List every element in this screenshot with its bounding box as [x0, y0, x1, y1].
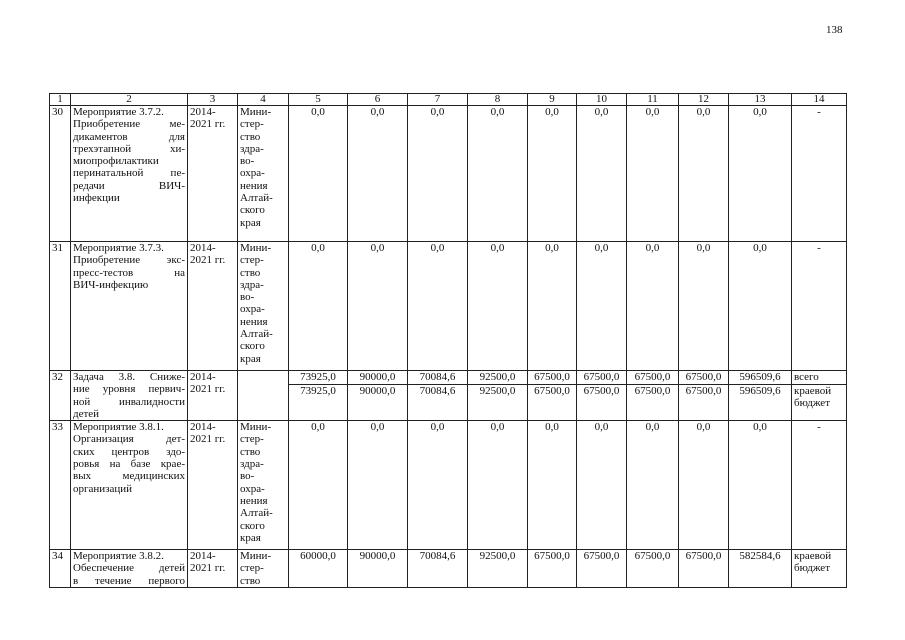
value-cell: 67500,0	[577, 550, 627, 588]
funding-source	[792, 550, 847, 588]
value-cell: 67500,0	[627, 371, 679, 385]
value-cell: 0,0	[577, 421, 627, 550]
text-line: 2021 гг.	[190, 433, 226, 446]
value-cell: 0,0	[577, 242, 627, 371]
text-line: стер-	[240, 254, 264, 267]
value-cell: 67500,0	[577, 384, 627, 421]
executor	[238, 106, 289, 242]
header-row	[50, 94, 847, 106]
column-header: 11	[627, 94, 679, 106]
value-cell: 70084,6	[408, 384, 468, 421]
text-line: Мини-	[240, 242, 272, 254]
text-line: детей	[73, 407, 100, 420]
text-line: 2014-	[190, 421, 216, 434]
table-row	[50, 106, 847, 242]
text-line: пресс-тестов на	[73, 266, 185, 279]
value-cell: 67500,0	[627, 550, 679, 588]
activity-name	[71, 371, 188, 421]
text-line: ство	[240, 574, 261, 587]
row-number: 33	[50, 421, 71, 550]
funding-source: -	[792, 106, 847, 242]
value-cell: 0,0	[289, 242, 348, 371]
value-cell: 0,0	[729, 242, 792, 371]
value-cell: 0,0	[348, 421, 408, 550]
text-line: края	[240, 352, 261, 365]
text-line: охра-	[240, 167, 265, 180]
text-line: Обеспечение детей	[73, 562, 185, 575]
text-line: дикаментов для	[73, 130, 185, 143]
text-line: краевой	[794, 550, 832, 563]
text-line: ского	[240, 204, 265, 217]
value-cell: 0,0	[627, 106, 679, 242]
row-number: 31	[50, 242, 71, 371]
text-line: 2021 гг.	[190, 118, 226, 131]
row-number: 34	[50, 550, 71, 588]
row-number: 32	[50, 371, 71, 421]
text-line: Мини-	[240, 550, 272, 563]
funding-source: -	[792, 242, 847, 371]
column-header: 8	[468, 94, 528, 106]
funding-source	[792, 371, 847, 385]
executor	[238, 550, 289, 588]
funding-source: -	[792, 421, 847, 550]
activity-name	[71, 106, 188, 242]
table-row	[50, 371, 847, 385]
value-cell: 92500,0	[468, 550, 528, 588]
value-cell: 0,0	[528, 242, 577, 371]
activity-name	[71, 550, 188, 588]
value-cell: 0,0	[408, 421, 468, 550]
text-line: организаций	[73, 482, 133, 495]
period	[188, 550, 238, 588]
column-header: 5	[289, 94, 348, 106]
value-cell: 67500,0	[528, 384, 577, 421]
text-line: во-	[240, 470, 255, 483]
period	[188, 371, 238, 421]
period	[188, 242, 238, 371]
text-line: ство	[240, 130, 261, 143]
text-line: трехэтапной хи-	[73, 142, 185, 155]
value-cell: 60000,0	[289, 550, 348, 588]
value-cell: 0,0	[729, 421, 792, 550]
text-line: всего	[794, 371, 819, 383]
value-cell: 0,0	[627, 242, 679, 371]
value-cell: 92500,0	[468, 384, 528, 421]
value-cell: 90000,0	[348, 550, 408, 588]
text-line: 2021 гг.	[190, 254, 226, 267]
text-line: ского	[240, 519, 265, 532]
value-cell: 67500,0	[679, 550, 729, 588]
value-cell: 0,0	[348, 242, 408, 371]
column-header: 9	[528, 94, 577, 106]
activity-name	[71, 242, 188, 371]
text-line: ровья на базе крае-	[73, 458, 185, 471]
text-line: нения	[240, 494, 268, 507]
text-line: стер-	[240, 562, 264, 575]
text-line: Мини-	[240, 421, 272, 434]
text-line: 2014-	[190, 550, 216, 563]
value-cell: 67500,0	[679, 384, 729, 421]
funding-source	[792, 384, 847, 421]
text-line: Мероприятие 3.7.2.	[73, 106, 164, 118]
text-line: бюджет	[794, 396, 830, 409]
text-line: здра-	[240, 278, 264, 291]
value-cell: 73925,0	[289, 384, 348, 421]
value-cell: 67500,0	[577, 371, 627, 385]
text-line: в течение первого	[73, 574, 185, 587]
value-cell: 596509,6	[729, 371, 792, 385]
text-line: бюджет	[794, 562, 830, 575]
column-header: 1	[50, 94, 71, 106]
value-cell: 582584,6	[729, 550, 792, 588]
text-line: 2021 гг.	[190, 562, 226, 575]
value-cell: 0,0	[468, 421, 528, 550]
text-line: края	[240, 531, 261, 544]
text-line: нения	[240, 315, 268, 328]
text-line: ских центров здо-	[73, 445, 185, 458]
value-cell: 0,0	[729, 106, 792, 242]
text-line: стер-	[240, 118, 264, 131]
column-header: 3	[188, 94, 238, 106]
value-cell: 70084,6	[408, 550, 468, 588]
text-line: нения	[240, 179, 268, 192]
text-line: охра-	[240, 303, 265, 316]
budget-table	[49, 93, 847, 588]
text-line: 2014-	[190, 106, 216, 118]
text-line: Организация дет-	[73, 433, 185, 446]
column-header: 7	[408, 94, 468, 106]
column-header: 6	[348, 94, 408, 106]
text-line: края	[240, 216, 261, 229]
value-cell: 0,0	[679, 242, 729, 371]
period	[188, 106, 238, 242]
row-number: 30	[50, 106, 71, 242]
text-line: Алтай-	[240, 507, 273, 520]
table-row	[50, 550, 847, 588]
text-line: ского	[240, 340, 265, 353]
text-line: 2021 гг.	[190, 383, 226, 396]
text-line: ние уровня первич-	[73, 383, 185, 396]
text-line: 2014-	[190, 371, 216, 383]
period	[188, 421, 238, 550]
table-row	[50, 421, 847, 550]
value-cell: 0,0	[528, 106, 577, 242]
column-header: 2	[71, 94, 188, 106]
text-line: ство	[240, 445, 261, 458]
value-cell: 73925,0	[289, 371, 348, 385]
executor	[238, 242, 289, 371]
value-cell: 92500,0	[468, 371, 528, 385]
value-cell: 0,0	[679, 421, 729, 550]
text-line: Задача 3.8. Сниже-	[73, 371, 185, 383]
text-line: инфекции	[73, 192, 120, 205]
text-line: краевой	[794, 384, 832, 397]
column-header: 4	[238, 94, 289, 106]
text-line: Мини-	[240, 106, 272, 118]
text-line: миопрофилактики	[73, 155, 159, 168]
text-line: охра-	[240, 482, 265, 495]
text-line: ВИЧ-инфекцию	[73, 278, 149, 291]
value-cell: 90000,0	[348, 371, 408, 385]
column-header: 13	[729, 94, 792, 106]
value-cell: 0,0	[679, 106, 729, 242]
column-header: 10	[577, 94, 627, 106]
value-cell: 596509,6	[729, 384, 792, 421]
page-number: 138	[826, 24, 843, 36]
value-cell: 0,0	[468, 242, 528, 371]
text-line: Мероприятие 3.8.2.	[73, 550, 164, 563]
text-line: Мероприятие 3.7.3.	[73, 242, 164, 254]
value-cell: 0,0	[627, 421, 679, 550]
value-cell: 90000,0	[348, 384, 408, 421]
text-line: Алтай-	[240, 328, 273, 341]
text-line: Мероприятие 3.8.1.	[73, 421, 164, 434]
text-line: здра-	[240, 458, 264, 471]
executor	[238, 421, 289, 550]
value-cell: 0,0	[577, 106, 627, 242]
table-row	[50, 242, 847, 371]
text-line: здра-	[240, 142, 264, 155]
value-cell: 67500,0	[679, 371, 729, 385]
executor	[238, 371, 289, 421]
text-line: ной инвалидности	[73, 395, 185, 408]
value-cell: 0,0	[528, 421, 577, 550]
value-cell: 0,0	[408, 106, 468, 242]
value-cell: 0,0	[289, 421, 348, 550]
text-line: редачи ВИЧ-	[73, 179, 185, 192]
text-line: Алтай-	[240, 192, 273, 205]
text-line: Приобретение экс-	[73, 254, 185, 267]
text-line: во-	[240, 155, 255, 168]
text-line: во-	[240, 291, 255, 304]
value-cell: 70084,6	[408, 371, 468, 385]
column-header: 14	[792, 94, 847, 106]
activity-name	[71, 421, 188, 550]
value-cell: 67500,0	[627, 384, 679, 421]
text-line: ство	[240, 266, 261, 279]
text-line: стер-	[240, 433, 264, 446]
text-line: перинатальной пе-	[73, 167, 185, 180]
value-cell: 0,0	[348, 106, 408, 242]
value-cell: 0,0	[468, 106, 528, 242]
column-header: 12	[679, 94, 729, 106]
value-cell: 67500,0	[528, 371, 577, 385]
text-line: Приобретение ме-	[73, 118, 185, 131]
value-cell: 0,0	[408, 242, 468, 371]
value-cell: 0,0	[289, 106, 348, 242]
text-line: вых медицинских	[73, 470, 185, 483]
value-cell: 67500,0	[528, 550, 577, 588]
text-line: 2014-	[190, 242, 216, 254]
